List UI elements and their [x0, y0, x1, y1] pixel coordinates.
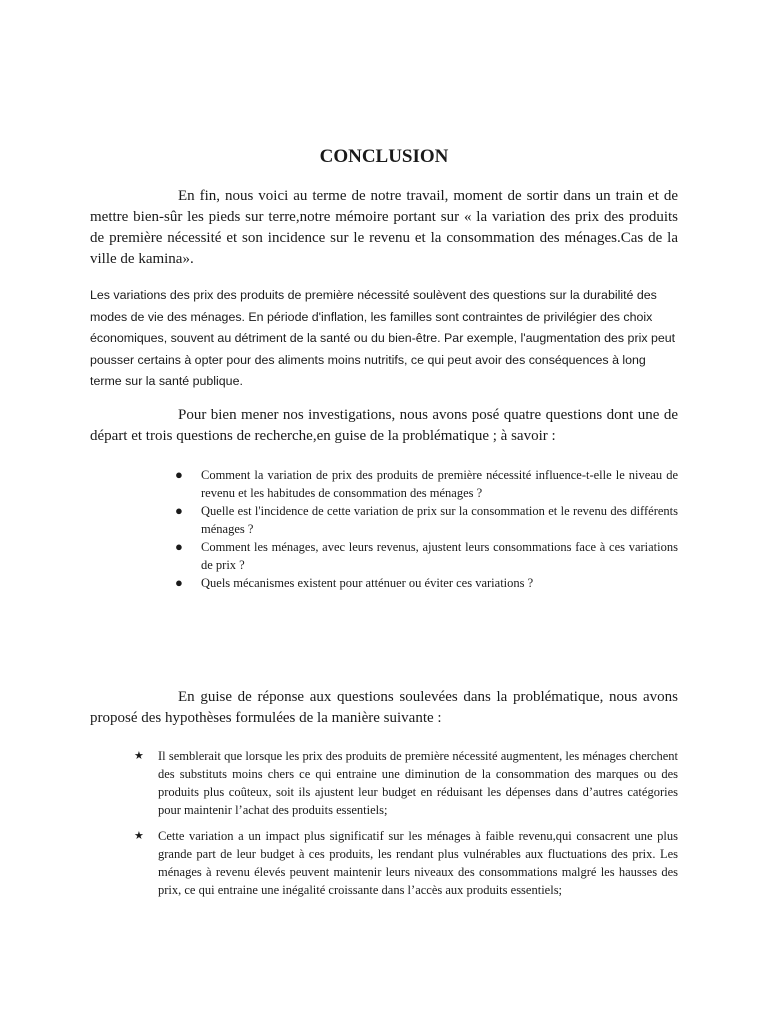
list-item	[134, 827, 678, 899]
star-bullet-icon: ★	[134, 750, 144, 762]
list-item	[175, 538, 678, 574]
bullet-icon: ●	[175, 575, 183, 590]
bullet-icon: ●	[175, 503, 183, 518]
hypotheses-list	[134, 747, 678, 907]
list-item	[134, 747, 678, 819]
context-paragraph: Les variations des prix des produits de première nécessité soulèvent des questions sur la durabilité des modes de vie des ménages. En période d'inflation, les familles sont contraintes de privilégier des choix économiques, souvent au détriment de la santé ou du bien-être. Par exemple, l'augmentation des prix peut pousser certains à opter pour des aliments moins nutritifs, ce qui peut avoir des conséquences à long terme sur la santé publique.	[90, 288, 676, 388]
question-text: Comment la variation de prix des produits de première nécessité influence-t-elle le niveau de revenu et les habitudes de consommation des ménages ?	[201, 468, 678, 500]
hypothesis-text: Cette variation a un impact plus significatif sur les ménages à faible revenu,qui consacrent une plus grande part de leur budget à ces produits, les rendant plus vulnérables aux fluctuations des prix. Les ménages à revenu élevés peuvent maintenir leurs niveaux des consommations malgré les hausses des prix, ce qui entraine une inégalité croissante dans l’accès aux produits essentiels;	[158, 829, 678, 897]
bullet-icon: ●	[175, 539, 183, 554]
list-item	[175, 466, 678, 502]
list-item	[175, 574, 678, 592]
page-title: CONCLUSION	[319, 146, 449, 167]
star-bullet-icon: ★	[134, 830, 144, 842]
research-questions-list	[175, 466, 678, 592]
bullet-icon: ●	[175, 467, 183, 482]
list-item	[175, 502, 678, 538]
question-text: Quels mécanismes existent pour atténuer ou éviter ces variations ?	[201, 576, 534, 590]
question-text: Comment les ménages, avec leurs revenus, ajustent leurs consommations face à ces variations de prix ?	[201, 540, 678, 572]
intro-paragraph: En fin, nous voici au terme de notre travail, moment de sortir dans un train et de mettre bien-sûr les pieds sur terre,notre mémoire portant sur « la variation des prix des produits de première nécessité et son incidence sur le revenu et la consommation des ménages.Cas de la ville de kamina».	[90, 188, 678, 267]
answer-paragraph: En guise de réponse aux questions soulevées dans la problématique, nous avons proposé des hypothèses formulées de la manière suivante :	[90, 689, 678, 726]
hypothesis-text: Il semblerait que lorsque les prix des produits de première nécessité augmentent, les ménages cherchent des substituts moins chers ce qui entraine une diminution de la consommation des marques ou des produits plus coûteux, soit ils ajustent leur budget en réduisant les dépenses dans d’autres catégories pour maintenir l’achat des produits essentiels;	[158, 749, 678, 817]
question-text: Quelle est l'incidence de cette variation de prix sur la consommation et le revenu des différents ménages ?	[201, 504, 678, 536]
investigation-paragraph: Pour bien mener nos investigations, nous avons posé quatre questions dont une de départ et trois questions de recherche,en guise de la problématique ; à savoir :	[90, 407, 678, 444]
